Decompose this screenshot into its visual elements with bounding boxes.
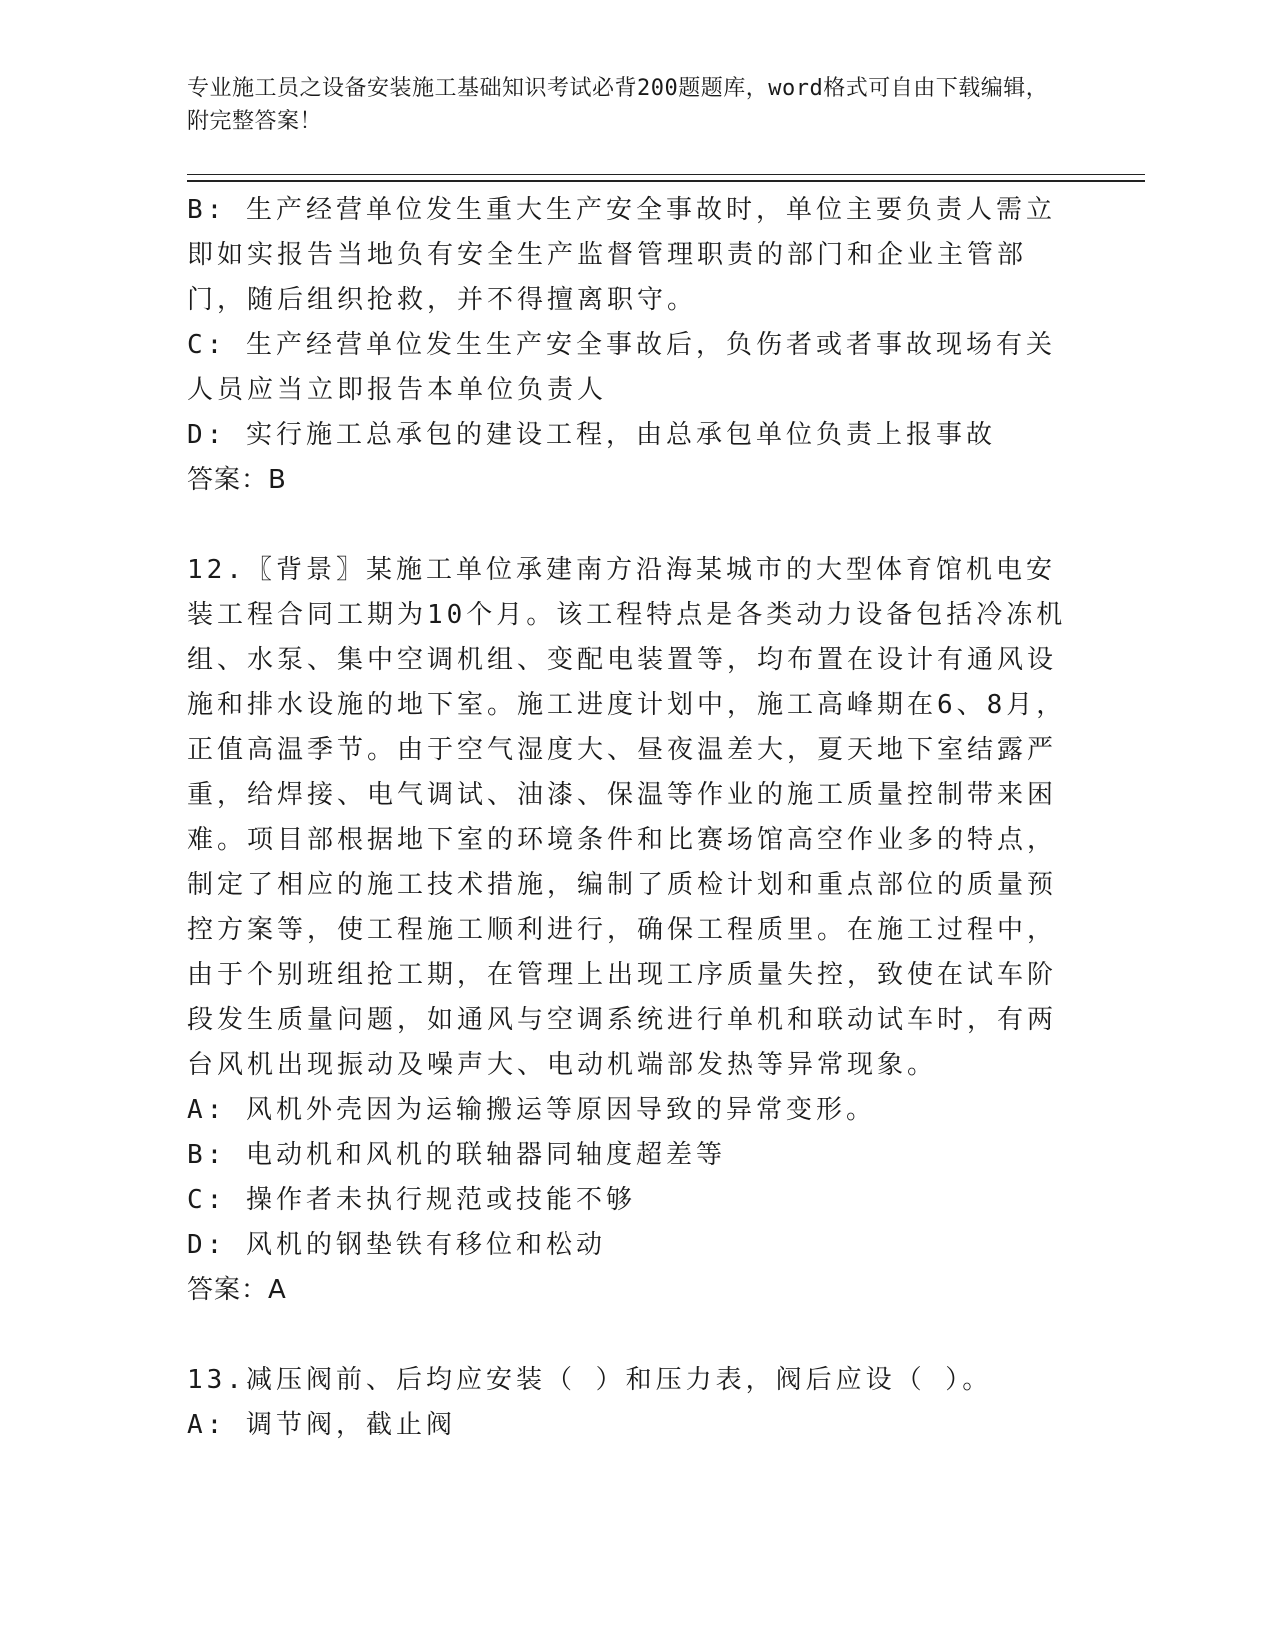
answer: 答案：A — [187, 1275, 287, 1305]
previous-question — [187, 188, 1067, 503]
option-a: A: 风机外壳因为运输搬运等原因导致的异常变形。 — [187, 1095, 876, 1125]
option-b: B: 电动机和风机的联轴器同轴度超差等 — [187, 1140, 726, 1170]
question-stem: 12.〖背景〗某施工单位承建南方沿海某城市的大型体育馆机电安装工程合同工期为10个月。该工程特点是各类动力设备包括冷冻机组、水泵、集中空调机组、变配电装置等，均布置在设计有通风设施和排水设施的地下室。施工进度计划中，施工高峰期在6、8月，正值高温季节。由于空气湿度大、昼夜温差大，夏天地下室结露严重，给焊接、电气调试、油漆、保温等作业的施工质量控制带来困难。项目部根据地下室的环境条件和比赛场馆高空作业多的特点，制定了相应的施工技术措施，编制了质检计划和重点部位的质量预控方案等，使工程施工顺利进行，确保工程质里。在施工过程中，由于个别班组抢工期，在管理上出现工序质量失控，致使在试车阶段发生质量问题，如通风与空调系统进行单机和联动试车时，有两台风机出现振动及噪声大、电动机端部发热等异常现象。 — [187, 555, 1067, 1080]
document-body — [187, 188, 1067, 1448]
question-stem: 13.减压阀前、后均应安装（ ）和压力表，阀后应设（ ）。 — [187, 1365, 993, 1395]
question-12 — [187, 548, 1067, 1313]
spacer — [187, 503, 1067, 548]
option-d: D: 实行施工总承包的建设工程，由总承包单位负责上报事故 — [187, 420, 996, 450]
spacer — [187, 1313, 1067, 1358]
option-d: D: 风机的钢垫铁有移位和松动 — [187, 1230, 606, 1260]
document-title: 专业施工员之设备安装施工基础知识考试必背200题题库，word格式可自由下载编辑，附完整答案！ — [187, 76, 1049, 134]
option-c: C: 生产经营单位发生生产安全事故后，负伤者或者事故现场有关人员应当立即报告本单位负责人 — [187, 330, 1056, 405]
header-divider-thick — [187, 180, 1145, 182]
question-13 — [187, 1358, 1067, 1448]
option-a: A: 调节阀，截止阀 — [187, 1410, 456, 1440]
header-divider — [187, 174, 1145, 175]
answer: 答案：B — [187, 465, 287, 495]
option-b: B: 生产经营单位发生重大生产安全事故时，单位主要负责人需立即如实报告当地负有安全生产监督管理职责的部门和企业主管部门，随后组织抢救，并不得擅离职守。 — [187, 195, 1056, 315]
page-header — [187, 72, 1067, 138]
option-c: C: 操作者未执行规范或技能不够 — [187, 1185, 636, 1215]
